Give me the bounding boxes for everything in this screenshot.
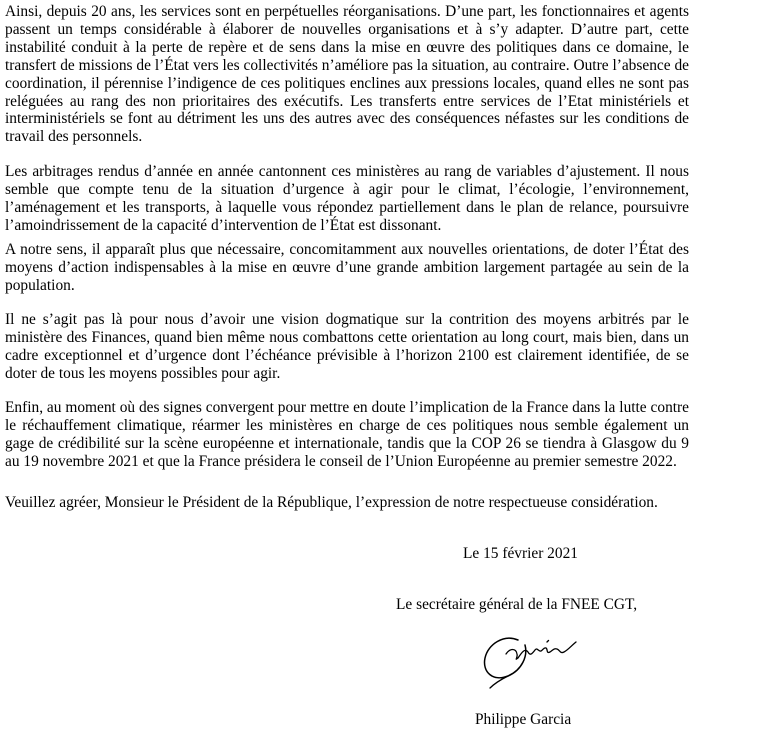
paragraph-cop26: Enfin, au moment où des signes convergent pour mettre en doute l’implication de la France dans la lutte contre le réchauffement climatique, réarmer les ministères en charge de ces politiques nous semble également un gage de crédibilité sur la scène européenne et internationale, tandis que la COP 26 se tiendra à Glasgow du 9 au 19 novembre 2021 et que la France présidera le conseil de l’Union Européenne au premier semestre 2022. [5,399,689,470]
paragraph-vision: Il ne s’agit pas là pour nous d’avoir une vision dogmatique sur la contrition des moyens arbitrés par le ministère des Finances, quand bien même nous combattons cette orientation au long court, mais bien, dans un cadre exceptionnel et d’urgence dont l’échéance prévisible à l’horizon 2100 est clairement identifiée, de se doter de tous les moyens possibles pour agir. [5,311,689,382]
signatory-title: Le secrétaire général de la FNEE CGT, [396,596,638,613]
signatory-name: Philippe Garcia [475,711,572,728]
paragraph-reorganisations: Ainsi, depuis 20 ans, les services sont en perpétuelles réorganisations. D’une part, les fonctionnaires et agents passent un temps considérable à élaborer de nouvelles organisations et à s’y adapter. D’autre part, cette instabilité conduit à la perte de repère et de sens dans la mise en œuvre des politiques dans ce domaine, le transfert de missions de l’État vers les collectivités n’améliore pas la situation, au contraire. Outre l’absence de coordination, il pérennise l’indigence de ces politiques enclines aux pressions locales, quand elles ne sont pas reléguées au rang des non prioritaires des exécutifs. Les transferts entre services de l’Etat ministériels et interministériels se font au détriment les uns des autres avec des conséquences néfastes sur les conditions de travail des personnels. [5,3,689,146]
paragraph-closing: Veuillez agréer, Monsieur le Président de la République, l’expression de notre respectueuse considération. [5,494,658,511]
letter-date: Le 15 février 2021 [463,545,578,562]
handwritten-signature [478,618,588,698]
paragraph-arbitrages: Les arbitrages rendus d’année en année cantonnent ces ministères au rang de variables d’ajustement. Il nous semble que compte tenu de la situation d’urgence à agir pour le climat, l’écologie, l’environnement, l’aménagement et les transports, à laquelle vous répondez partiellement dans le plan de relance, poursuivre l’amoindrissement de la capacité d’intervention de l’État est dissonant. [5,163,689,234]
paragraph-moyens-etat: A notre sens, il apparaît plus que nécessaire, concomitamment aux nouvelles orientations, de doter l’État des moyens d’action indispensables à la mise en œuvre d’une grande ambition largement partagée au sein de la population. [5,241,689,294]
